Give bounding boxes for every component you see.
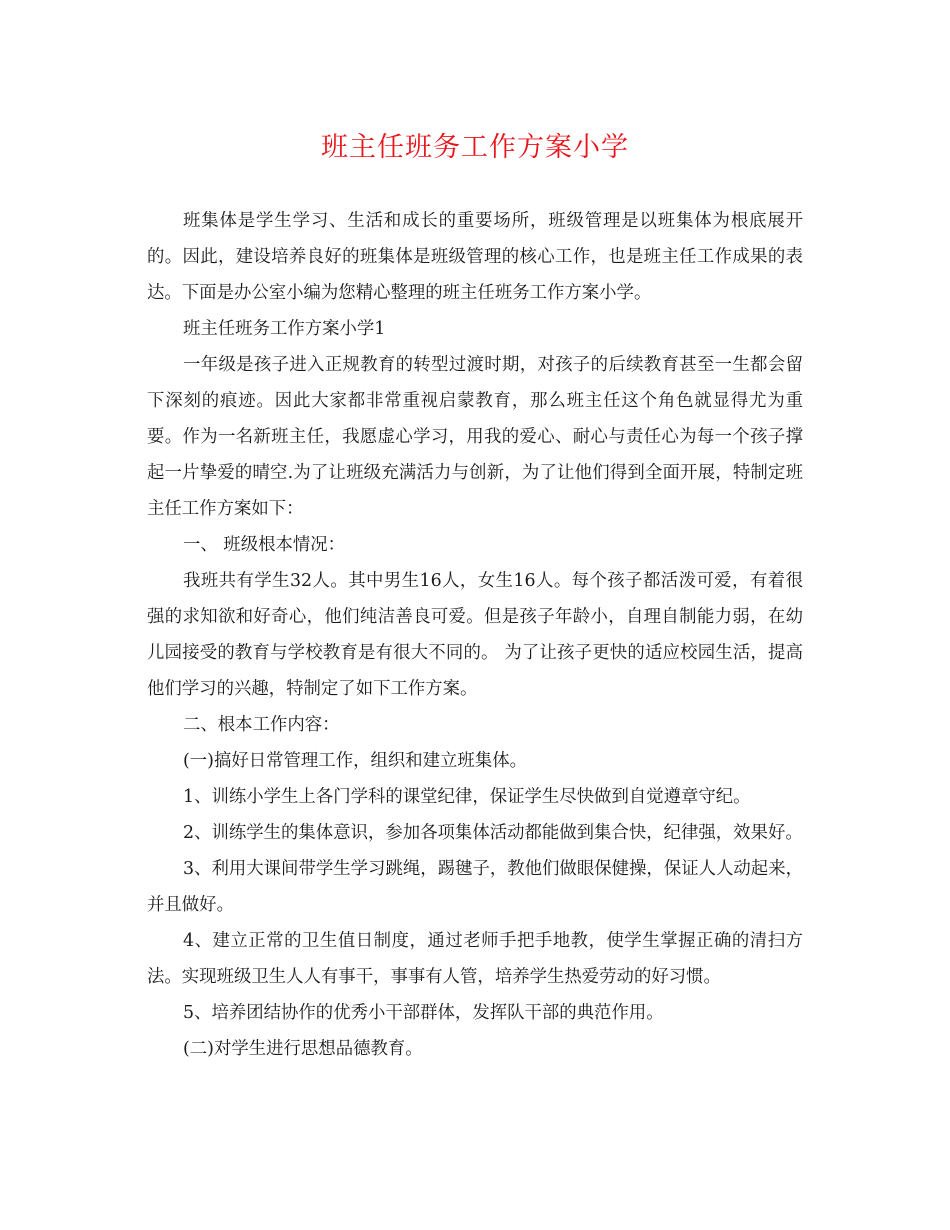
subsection-heading-moral-education: (二)对学生进行思想品德教育。 xyxy=(183,1039,423,1059)
section-heading-work-content: 二、根本工作内容： xyxy=(183,715,340,735)
list-item: 3、利用大课间带学生学习跳绳，踢毽子，教他们做眼保健操，保证人人动起来，并且做好。 xyxy=(147,859,803,915)
list-item: 5、培养团结协作的优秀小干部群体，发挥队干部的典范作用。 xyxy=(183,1003,664,1023)
list-item: 2、训练学生的集体意识，参加各项集体活动都能做到集合快，纪律强，效果好。 xyxy=(183,823,803,843)
body-paragraph: 一年级是孩子进入正规教育的转型过渡时期，对孩子的后续教育甚至一生都会留下深刻的痕迹。因此大家都非常重视启蒙教育，那么班主任这个角色就显得尤为重要。作为一名新班主任，我愿虚心学习，用我的爱心、耐心与责任心为每一个孩子撑起一片挚爱的晴空.为了让班级充满活力与创新，为了让他们得到全面开展，特制定班主任工作方案如下： xyxy=(147,355,803,519)
intro-paragraph: 班集体是学生学习、生活和成长的重要场所，班级管理是以班集体为根底展开的。因此，建设培养良好的班集体是班级管理的核心工作，也是班主任工作成果的表达。下面是办公室小编为您精心整理的班主任班务工作方案小学。 xyxy=(147,211,803,303)
body-paragraph: 我班共有学生32人。其中男生16人，女生16人。每个孩子都活泼可爱，有着很强的求知欲和好奇心，他们纯洁善良可爱。但是孩子年龄小，自理自制能力弱，在幼儿园接受的教育与学校教育是有很大不同的。 为了让孩子更快的适应校园生活，提高他们学习的兴趣，特制定了如下工作方案。 xyxy=(147,571,803,699)
list-item: 1、训练小学生上各门学科的课堂纪律，保证学生尽快做到自觉遵章守纪。 xyxy=(183,787,751,807)
list-item: 4、建立正常的卫生值日制度，通过老师手把手地教，使学生掌握正确的清扫方法。实现班级卫生人人有事干，事事有人管，培养学生热爱劳动的好习惯。 xyxy=(147,931,803,987)
subsection-heading-daily-management: (一)搞好日常管理工作，组织和建立班集体。 xyxy=(183,751,527,771)
document-body xyxy=(147,203,803,1067)
document-title: 班主任班务工作方案小学 xyxy=(321,132,629,163)
section-heading-plan-1: 班主任班务工作方案小学1 xyxy=(183,319,386,339)
section-heading-class-info: 一、 班级根本情况： xyxy=(183,535,346,555)
